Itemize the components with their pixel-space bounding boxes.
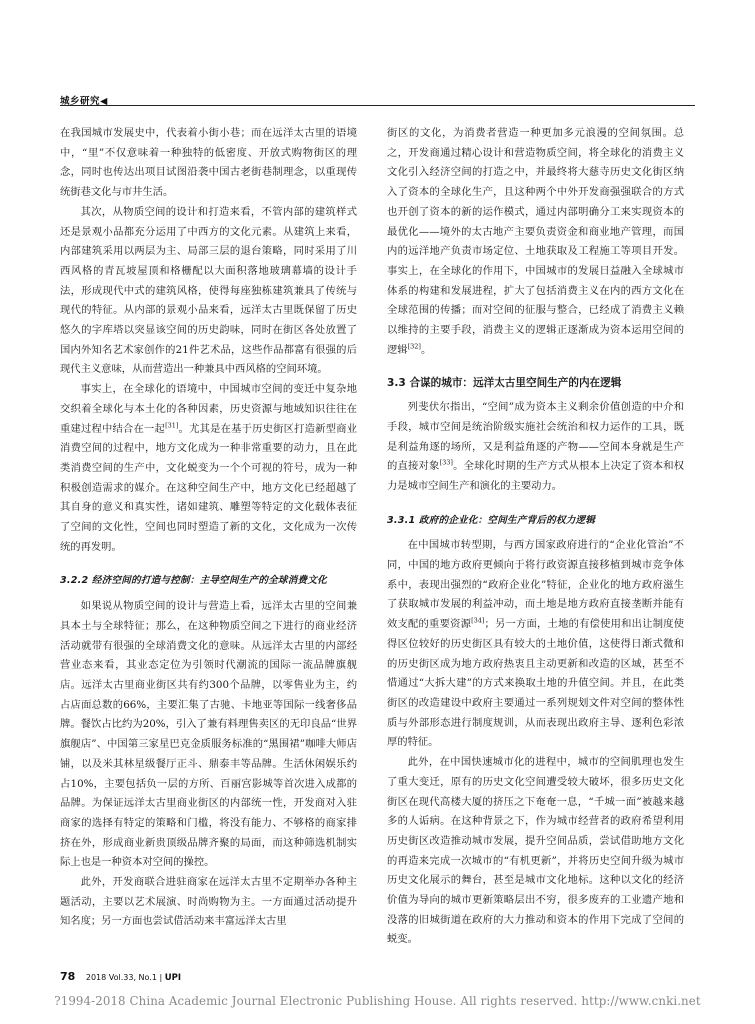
subsection-heading-3-2-2: 3.2.2 经济空间的打造与控制：主导空间生产的全球消费文化: [60, 575, 327, 587]
header-rule: [60, 105, 695, 106]
page-number: 78: [60, 970, 76, 983]
journal-logo: UPI: [164, 973, 181, 983]
paragraph: 其次，从物质空间的设计和打造来看，不管内部的建筑样式还是景观小品都充分运用了中西方的文化元素。从建筑上来看，内部建筑采用以两层为主、局部三层的退台策略，同时采用了川西风格的青瓦坡屋顶和格栅配以大面积落地玻璃幕墙的设计手法，形成现代中式的建筑风格，使得每座独栋建筑兼具了传统与现代的特征。从内部的景观小品来看，远洋太古里既保留了历史悠久的字库塔以突显该空间的历史韵味，同时在街区各处放置了国内外知名艺术家创作的21件艺术品，这些作品都富有很强的后现代主义意味，从而营造出一种兼具中西风格的空间环境。: [60, 205, 357, 376]
paragraph: 街区的文化，为消费者营造一种更加多元浪漫的空间氛围。总之，开发商通过精心设计和营造物质空间，将全球化的消费主义文化引入经济空间的打造之中，并最终将大慈寺历史文化街区纳入了资本的全球化生产，且这种两个中外开发商强强联合的方式也开创了资本的新的运作模式，通过内部明确分工来实现资本的最优化——境外的太古地产主要负责资金和商业地产管理，而国内的远洋地产负责市场定位、土地获取及工程施工等项目开发。事实上，在全球化的作用下，中国城市的发展日益融入全球城市体系的构建和发展进程，扩大了包括消费主义在内的西方文化在全球范围的传播；而对空间的征服与整合，已经成了消费主义赖以维持的主要手段，消费主义的逻辑正逐渐成为资本运用空间的逻辑[32]。: [387, 127, 684, 356]
paragraph: 如果说从物质空间的设计与营造上看，远洋太古里的空间兼具本土与全球特征；那么，在这种物质空间之下进行的商业经济活动就带有很强的全球消费文化的意味。从远洋太古里的内部经营业态来看，其业态定位为引领时代潮流的国际一流品牌旗舰店。远洋太古里商业街区共有约300个品牌，以零售业为主，约占店面总数的66%，主要汇集了古驰、卡地亚等国际一线奢侈品牌。餐饮占比约为20%，引入了兼有料理售卖区的无印良品“世界旗舰店”、中国第三家星巴克金质服务标准的“黑围裙”咖啡大师店铺，以及米其林星级餐厅正斗、鼎泰丰等品牌。生活休闲娱乐约占10%，主要包括负一层的方所、百丽宫影城等首次进入成都的品牌。为保证远洋太古里商业街区的内部统一性，开发商对入驻商家的选择有特定的策略和门槛，将没有能力、不够格的商家排挤在外，形成商业新贵顶级品牌齐聚的局面，而这种筛选机制实际上也是一种资本对空间的操控。: [60, 600, 357, 869]
paragraph: 在中国城市转型期，与西方国家政府进行的“企业化管治”不同，中国的地方政府更倾向于将行政资源直接移植到城市竞争体系中，表现出强烈的“政府企业化”特征，企业化的地方政府滋生了获取城市发展的利益冲动，而土地是地方政府直接垄断并能有效支配的重要资源[34]；另一方面，土地的有偿使用和出让制度使得区位较好的历史街区具有较大的土地价值，这使得日渐式微和的历史街区成为地方政府热衷且主动更新和改造的区域，甚至不惜通过“大拆大建”的方式来换取土地的升值空间。并且，在此类街区的改造建设中政府主要通过一系列规划文件对空间的整体性质与外部形态进行制度规训，从而表现出政府主导、逐利色彩浓厚的特征。: [387, 539, 685, 749]
paragraph: 列斐伏尔指出，“空间”成为资本主义剩余价值创造的中介和手段，城市空间是统治阶级实施社会统治和权力运作的工具，既是利益角逐的场所，又是利益角逐的产物——空间本身就是生产的直接对象[33]。全球化时期的生产方式从根本上决定了资本和权力是城市空间生产和演化的主要动力。: [387, 401, 685, 492]
page-footer: [60, 970, 181, 983]
paragraph: 事实上，在全球化的语境中，中国城市空间的变迁中复杂地交织着全球化与本土化的各种因素，历史资源与地域知识往往在重建过程中结合在一起[31]。尤其是在基于历史街区打造新型商业消费空间的过程中，地方文化成为一种非常重要的动力，且在此类消费空间的生产中，文化蜕变为一个个可视的符号，成为一种积极创造需求的媒介。在这种空间生产中，地方文化已经超越了其自身的意义和真实性，诸如建筑、雕塑等特定的文化载体表征了空间的文化性，空间也同时塑造了新的文化，文化成为一次传统的再发明。: [60, 383, 358, 553]
copyright-notice: ?1994-2018 China Academic Journal Electronic Publishing House. All rights reserved. http://www.cnki.net: [54, 994, 701, 1008]
subsection-heading-3-3-1: 3.3.1 政府的企业化：空间生产背后的权力逻辑: [387, 514, 596, 526]
left-column: [60, 124, 357, 932]
running-head: 城乡研究◀: [60, 96, 108, 107]
citation: [34]: [471, 616, 485, 625]
citation: [33]: [439, 458, 453, 467]
paragraph: 在我国城市发展史中，代表着小街小巷；而在远洋太古里的语境中，“里”不仅意味着一种独特的低密度、开放式购物街区的理念，同时也传达出项目试图沿袭中国古老街巷制理念，以重现传统街巷文化与市井生活。: [60, 127, 357, 199]
issue-info: 2018 Vol.33, No.1 |: [85, 973, 163, 982]
section-heading-3-3: 3.3 合谋的城市：远洋太古里空间生产的内在逻辑: [387, 377, 622, 390]
paragraph: 此外，开发商联合进驻商家在远洋太古里不定期举办各种主题活动，主要以艺术展演、时尚购物为主。一方面通过活动提升知名度；另一方面也尝试借活动来丰富远洋太古里: [60, 876, 357, 928]
citation: [32]: [407, 342, 421, 351]
paragraph: 此外，在中国快速城市化的进程中，城市的空间肌理也发生了重大变迁，原有的历史文化空间遭受较大破坏，很多历史文化街区在现代高楼大厦的挤压之下奄奄一息，“千城一面”被越来越多的人诟病。在这种背景之下，作为城市经营者的政府希望利用历史街区改造推动城市发展，提升空间品质，尝试借助地方文化的再造来完成一次城市的“有机更新”，并将历史空间升级为城市历史文化展示的舞台，甚至是城市文化地标。这种以文化的经济价值为导向的城市更新策略层出不穷，很多废弃的工业遗产地和没落的旧城街道在政府的大力推动和资本的作用下完成了空间的蜕变。: [387, 756, 684, 946]
citation: [31]: [165, 421, 179, 430]
right-column: [387, 124, 684, 950]
